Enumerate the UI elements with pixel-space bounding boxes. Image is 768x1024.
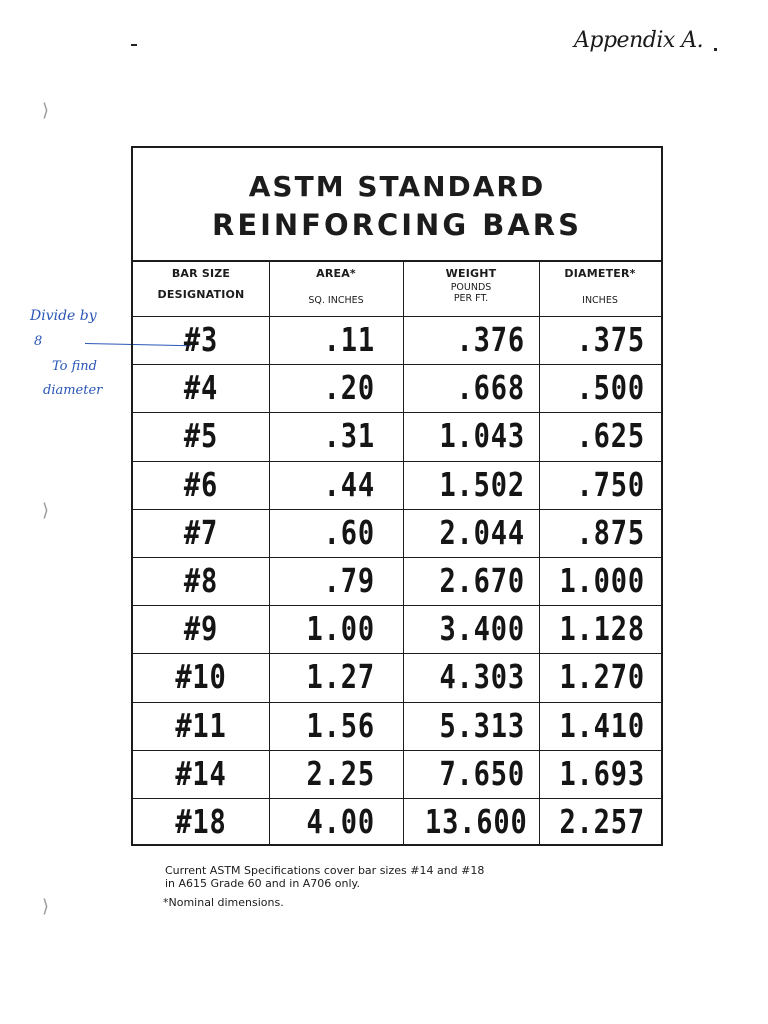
cell-weight: .376	[456, 320, 525, 359]
cell-size: #14	[175, 753, 227, 793]
handwritten-note-line-2: 8	[34, 334, 43, 349]
rebar-table	[131, 146, 663, 846]
cell-diameter: 1.693	[559, 753, 645, 793]
cell-size: #8	[183, 561, 219, 600]
cell-weight: 7.650	[439, 753, 525, 793]
cell-diameter: 1.410	[559, 705, 645, 745]
column-header-diameter	[539, 260, 661, 316]
column-header-weight-unit: POUNDS PER FT.	[450, 282, 492, 304]
footnote-spec-line-1: Current ASTM Specifications cover bar sizes #14 and #18	[165, 864, 485, 877]
column-divider-2	[403, 260, 404, 844]
cell-area: .11	[323, 320, 375, 359]
column-divider-1	[269, 260, 270, 844]
cell-weight: 13.600	[424, 802, 528, 841]
cell-diameter: .500	[576, 368, 645, 408]
handwritten-note-line-4: diameter	[43, 383, 103, 398]
cell-area: 1.56	[306, 705, 375, 745]
handwritten-note-line-1: Divide by	[30, 308, 97, 324]
column-header-weight	[403, 260, 539, 316]
punch-hole-top-icon: ⟩	[42, 100, 50, 121]
column-divider-3	[539, 260, 540, 844]
punch-hole-middle-icon: ⟩	[42, 500, 50, 521]
column-header-area	[269, 260, 403, 316]
cell-size: #6	[183, 464, 219, 504]
column-header-area-unit: SQ. INCHES	[308, 295, 364, 306]
footnote-spec-line-2: in A615 Grade 60 and in A706 only.	[165, 877, 360, 890]
cell-size: #4	[183, 368, 219, 408]
cell-weight: 5.313	[439, 705, 525, 745]
handwritten-appendix-label: Appendix A.	[574, 28, 704, 53]
cell-diameter: 2.257	[559, 802, 645, 841]
column-header-weight-label: WEIGHT	[445, 267, 497, 280]
cell-area: .31	[323, 416, 375, 456]
cell-weight: 4.303	[439, 657, 525, 697]
cell-size: #11	[175, 705, 227, 745]
cell-size: #9	[183, 609, 219, 649]
cell-area: 4.00	[306, 802, 375, 841]
footnote-nominal: *Nominal dimensions.	[163, 896, 284, 909]
cell-area: 1.00	[306, 609, 375, 649]
column-header-bar-size	[133, 260, 269, 316]
cell-size: #10	[175, 657, 227, 697]
cell-diameter: .875	[576, 512, 645, 552]
cell-weight: 1.043	[439, 416, 525, 456]
cell-area: 1.27	[306, 657, 375, 697]
cell-weight: 2.670	[439, 561, 525, 600]
column-header-bar-size-label: BAR SIZE	[171, 267, 231, 280]
cell-diameter: .625	[576, 416, 645, 456]
column-header-diameter-unit: INCHES	[582, 295, 618, 306]
cell-area: .60	[323, 512, 375, 552]
cell-area: .79	[323, 561, 375, 600]
cell-diameter: .375	[576, 320, 645, 359]
cell-size: #5	[183, 416, 219, 456]
cell-area: .44	[323, 464, 375, 504]
cell-weight: 1.502	[439, 464, 525, 504]
cell-diameter: 1.270	[559, 657, 645, 697]
cell-diameter: 1.128	[559, 609, 645, 649]
cell-weight: .668	[456, 368, 525, 408]
cell-size: #3	[183, 320, 219, 359]
table-title-line-1: ASTM STANDARD	[248, 170, 546, 203]
cell-weight: 2.044	[439, 512, 525, 552]
scan-mark-top-left	[131, 44, 137, 46]
cell-diameter: .750	[576, 464, 645, 504]
cell-area: 2.25	[306, 753, 375, 793]
cell-size: #7	[183, 512, 219, 552]
handwritten-note-line-3: To find	[52, 359, 97, 374]
column-header-bar-size-label-2: DESIGNATION	[157, 288, 245, 301]
cell-weight: 3.400	[439, 609, 525, 649]
cell-size: #18	[175, 802, 227, 841]
scan-mark-top-right	[714, 48, 717, 51]
table-title-line-2: REINFORCING BARS	[211, 208, 582, 242]
cell-diameter: 1.000	[559, 561, 645, 600]
table-title-block	[133, 148, 661, 262]
cell-area: .20	[323, 368, 375, 408]
column-header-area-label: AREA*	[316, 267, 356, 280]
column-header-diameter-label: DIAMETER*	[564, 267, 636, 280]
punch-hole-bottom-icon: ⟩	[42, 896, 50, 917]
